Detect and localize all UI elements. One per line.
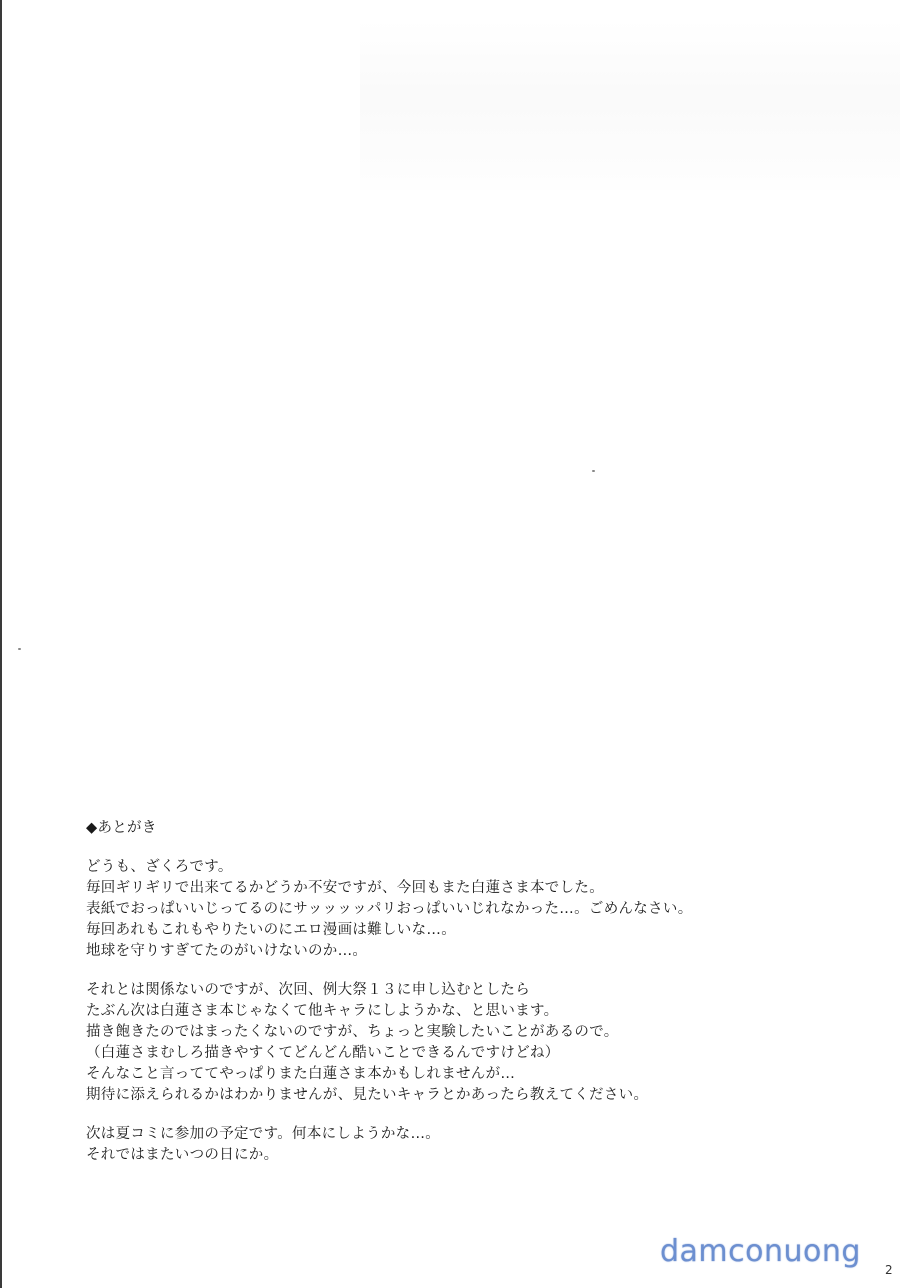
text-line: 描き飽きたのではまったくないのですが、ちょっと実験したいことがあるので。 [86, 1024, 619, 1040]
show-through-area [360, 20, 900, 190]
text-line: 毎回あれもこれもやりたいのにエロ漫画は難しいな…。 [86, 922, 456, 938]
text-line: 次は夏コミに参加の予定です。何本にしようかな…。 [86, 1126, 441, 1142]
text-line: それとは関係ないのですが、次回、例大祭１３に申し込むとしたら [86, 982, 530, 998]
text-line: たぶん次は白蓮さま本じゃなくて他キャラにしようかな、と思います。 [86, 1003, 559, 1019]
afterword-section [86, 818, 806, 1184]
scan-speck [592, 470, 595, 472]
page-edge-shadow [0, 0, 2, 1288]
page-number: 2 [885, 1263, 893, 1277]
text-line: そんなこと言っててやっぱりまた白蓮さま本かもしれませんが… [86, 1066, 516, 1082]
scan-speck [18, 648, 21, 650]
text-line: それではまたいつの日にか。 [86, 1147, 279, 1163]
text-line: 地球を守りすぎてたのがいけないのか…。 [86, 943, 368, 959]
text-line: 毎回ギリギリで出来てるかどうか不安ですが、今回もまた白蓮さま本でした。 [86, 880, 604, 896]
afterword-heading: ◆あとがき [86, 820, 157, 836]
afterword-paragraph-1 [86, 857, 806, 962]
text-line: 表紙でおっぱいいじってるのにサッッッッパリおっぱいいじれなかった…。ごめんなさい。 [86, 901, 693, 917]
text-line: （白蓮さまむしろ描きやすくてどんどん酷いことできるんですけどね） [86, 1045, 560, 1061]
afterword-paragraph-2 [86, 980, 806, 1106]
text-line: 期待に添えられるかはわかりませんが、見たいキャラとかあったら教えてください。 [86, 1087, 649, 1103]
site-watermark: damconuong [660, 1234, 861, 1269]
afterword-paragraph-3 [86, 1124, 806, 1166]
text-line: どうも、ざくろです。 [86, 859, 233, 875]
